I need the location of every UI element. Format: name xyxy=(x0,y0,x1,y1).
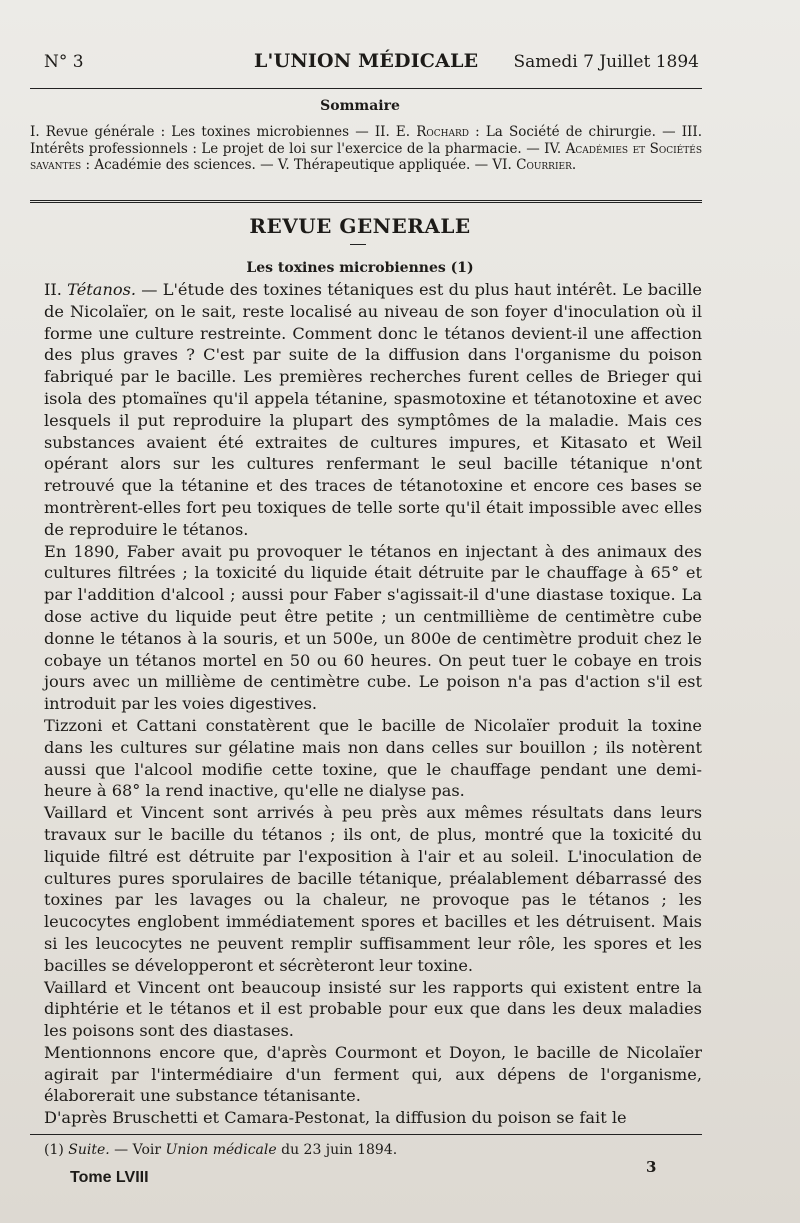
page-header xyxy=(44,48,699,78)
sommaire-text xyxy=(30,124,702,174)
article-subtitle: Les toxines microbiennes (1) xyxy=(246,260,474,276)
sommaire-seg-3: : Académie des sciences. — V. Thérapeutique appliquée. — VI. xyxy=(81,157,517,173)
footnote-tail: du 23 juin 1894. xyxy=(276,1142,398,1158)
paragraph-7: D'après Bruschetti et Camara-Pestonat, la diffusion du poison se fait le xyxy=(44,1108,627,1128)
article-body xyxy=(44,279,702,1129)
tome-label: Tome LVIII xyxy=(70,1169,149,1186)
paragraph-6: Mentionnons encore que, d'après Courmont et Doyon, le bacille de Nicolaïer agirait par l'intermédiaire d'un ferment qui, aux dépens de l'organisme, élaborerait une substance tétanisante. xyxy=(44,1042,702,1106)
issue-number: N° 3 xyxy=(44,52,84,72)
sommaire-rule xyxy=(30,200,702,203)
footnote-mid: — Voir xyxy=(109,1142,166,1158)
section-title: REVUE GENERALE xyxy=(249,214,471,238)
footnote-lead: (1) xyxy=(44,1142,69,1158)
paragraph-1 xyxy=(44,279,702,541)
sommaire-courrier: Courrier xyxy=(516,157,572,173)
footnote-suite: Suite. xyxy=(68,1142,110,1158)
footnote-rule xyxy=(30,1134,702,1135)
paragraph-2: En 1890, Faber avait pu provoquer le tétanos en injectant à des animaux des cultures filtrées ; la toxicité du liquide était détruite par le chauffage à 65° et par l'addition d'alcool ; aussi pour Faber s'agissait-il d'une diastase toxique. La dose active du liquide peut être petite ; un centmillième de centimètre cube donne le tétanos à la souris, et un 500e, un 800e de centimètre produit chez le cobaye un tétanos mortel en 50 ou 60 heures. On peut tuer le cobaye en trois jours avec un millième de centimètre cube. Le poison n'a pas d'action s'il est introduit par les voies digestives. xyxy=(44,541,702,714)
p1-italic: Tétanos. xyxy=(67,280,137,299)
p1-lead: II. xyxy=(44,280,68,299)
p1-rest: — L'étude des toxines tétaniques est du plus haut intérêt. Le bacille de Nicolaïer, on le sait, reste localisé au niveau de son foyer d'inoculation où il forme une culture restreinte. Comment donc le tétanos devient-il une affection des plus graves ? C'est par suite de la diffusion dans l'organisme du poison fabriqué par le bacille. Les premières recherches furent celles de Brieger qui isola des ptomaïnes qu'il appela tétanine, spasmotoxine et tétanotoxine et avec lesquels il put reproduire la plupart des symptômes de la maladie. Mais ces substances avaient été extraites de cultures impures, et Kitasato et Weil opérant alors sur les cultures renfermant le seul bacille tétanique n'ont retrouvé que la tétanine et des traces de tétanotoxine et encore ces bases se montrèrent-elles fort peu toxiques de telle sorte qu'il était impossible avec elles de reproduire le tétanos. xyxy=(44,280,702,539)
issue-date: Samedi 7 Juillet 1894 xyxy=(513,52,699,72)
sommaire-academies: Académies et Sociétés savantes xyxy=(30,140,702,173)
paragraph-4: Vaillard et Vincent sont arrivés à peu près aux mêmes résultats dans leurs travaux sur le bacille du tétanos ; ils ont, de plus, montré que la toxicité du liquide filtré est détruite par l'exposition à l'air et au soleil. L'inoculation de cultures pures sporulaires de bacille tétanique, préalablement débarrassé des toxines par les lavages ou la chaleur, ne provoque pas le tétanos ; les leucocytes englobent immédiatement spores et bacilles et les détruisent. Mais si les leucocytes ne peuvent remplir suffisamment leur rôle, les spores et les bacilles se développeront et sécrèteront leur toxine. xyxy=(44,803,702,975)
footnote-journal: Union médicale xyxy=(165,1142,277,1158)
page-number: 3 xyxy=(646,1158,657,1176)
sommaire-title: Sommaire xyxy=(320,98,400,114)
title-dash xyxy=(350,244,366,245)
header-rule xyxy=(30,88,702,89)
paragraph-5: Vaillard et Vincent ont beaucoup insisté sur les rapports qui existent entre la diphtérie et le tétanos et il est probable pour eux que dans les deux maladies les poisons sont des diastases. xyxy=(44,977,702,1041)
sommaire-seg-4: . xyxy=(571,157,577,173)
sommaire-seg-1: I. Revue générale : Les toxines microbiennes — II. E. xyxy=(30,124,417,140)
journal-title: L'UNION MÉDICALE xyxy=(254,50,479,72)
footnote xyxy=(44,1142,654,1158)
sommaire-author: Rochard xyxy=(416,124,469,140)
sommaire-seg-2: : La Société de chirurgie. — III. Intérêts professionnels : Le projet de loi sur l'exercice de la pharmacie. — IV. xyxy=(30,124,702,157)
paragraph-3: Tizzoni et Cattani constatèrent que le bacille de Nicolaïer produit la toxine dans les cultures sur gélatine mais non dans celles sur bouillon ; ils notèrent aussi que l'alcool modifie cette toxine, que le chauffage pendant une demi-heure à 68° la rend inactive, qu'elle ne dialyse pas. xyxy=(44,715,702,801)
